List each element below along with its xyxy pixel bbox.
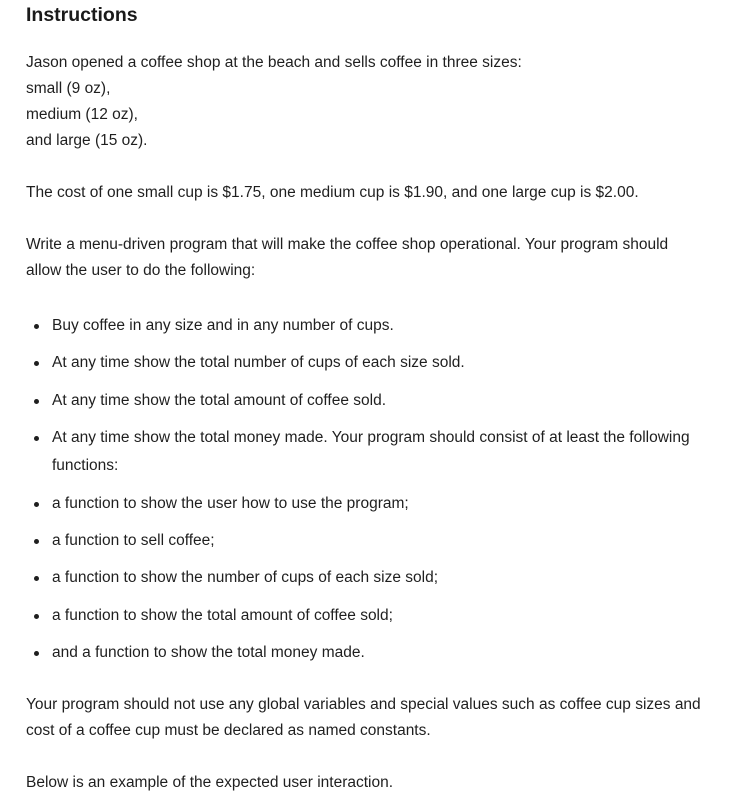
description-line: allow the user to do the following:	[26, 262, 256, 279]
constraints-line: cost of a coffee cup must be declared as named constants.	[26, 722, 431, 740]
list-item: At any time show the total number of cups of each size sold.	[26, 349, 729, 378]
intro-paragraph	[26, 50, 729, 154]
list-item: a function to show the number of cups of each size sold;	[26, 564, 729, 593]
constraints-paragraph	[26, 692, 729, 744]
list-item: and a function to show the total money made.	[26, 639, 729, 668]
intro-line: small (9 oz),	[26, 80, 111, 97]
constraints-line: Your program should not use any global variables and special values such as coffee cup sizes and	[26, 696, 701, 714]
program-description-paragraph	[26, 232, 729, 284]
list-item: Buy coffee in any size and in any number of cups.	[26, 312, 729, 341]
list-item: a function to show the user how to use the program;	[26, 490, 729, 519]
list-item: At any time show the total amount of coffee sold.	[26, 387, 729, 416]
description-line: Write a menu-driven program that will make the coffee shop operational. Your program should	[26, 236, 669, 253]
list-item: a function to sell coffee;	[26, 527, 729, 556]
requirements-list	[26, 312, 729, 667]
list-item: a function to show the total amount of coffee sold;	[26, 602, 729, 631]
intro-line: medium (12 oz),	[26, 106, 138, 123]
example-intro-paragraph: Below is an example of the expected user interaction.	[26, 774, 394, 792]
cost-paragraph: The cost of one small cup is $1.75, one medium cup is $1.90, and one large cup is $2.00.	[26, 184, 639, 201]
intro-line: Jason opened a coffee shop at the beach and sells coffee in three sizes:	[26, 54, 522, 71]
list-item: At any time show the total money made. Your program should consist of at least the following functions:	[26, 424, 729, 481]
page-title: Instructions	[26, 4, 138, 26]
intro-line: and large (15 oz).	[26, 132, 148, 149]
